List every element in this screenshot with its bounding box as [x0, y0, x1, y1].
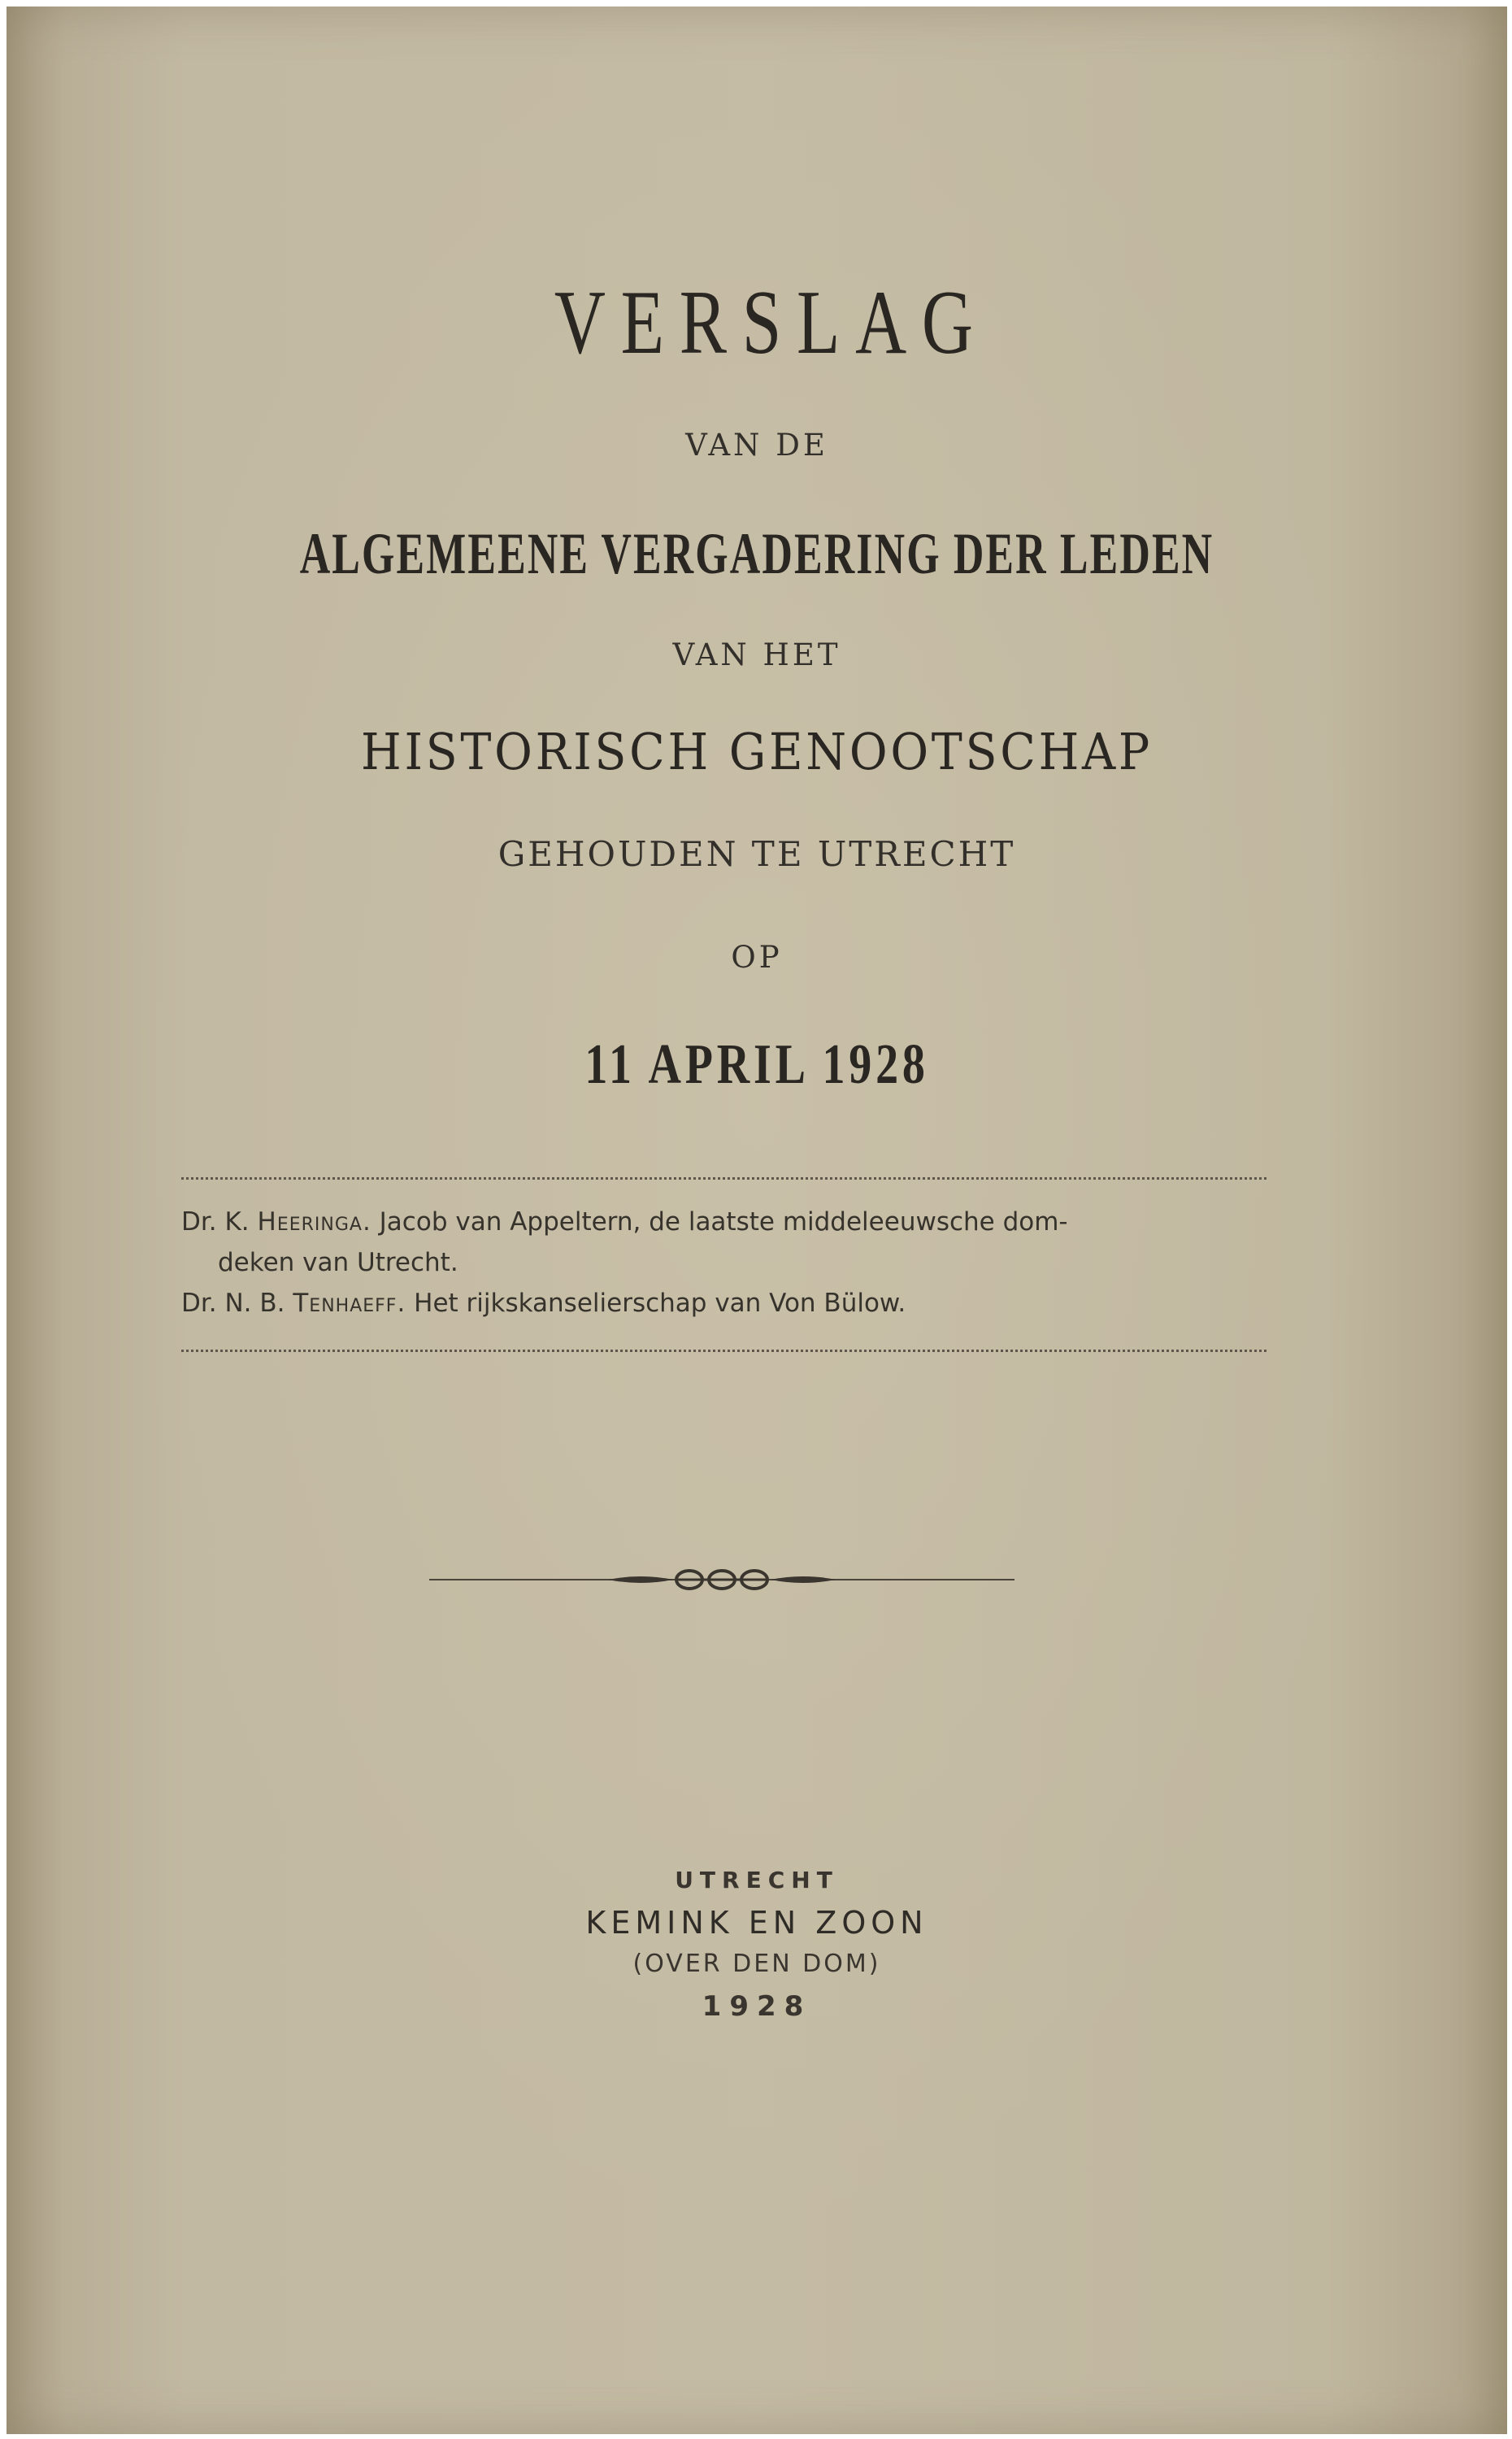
cover-subtitle: ALGEMEENE VERGADERING DER LEDEN [299, 521, 1214, 586]
cover-society-name: HISTORISCH GENOOTSCHAP [361, 722, 1153, 781]
author-prefix: Dr. K. [181, 1207, 258, 1237]
cover-held-at: GEHOUDEN TE UTRECHT [497, 834, 1016, 874]
cover-line-van-de: VAN DE [685, 428, 828, 463]
imprint-city: UTRECHT [675, 1867, 839, 1893]
author-name: Heeringa. [257, 1207, 371, 1237]
author-name: Tenhaeff. [293, 1289, 406, 1318]
contents-bottom-divider [181, 1350, 1267, 1352]
contents-entry [181, 1283, 1271, 1324]
article-title: Het rijkskanselierschap van Von Bülow. [406, 1289, 906, 1318]
imprint-publisher: KEMINK EN ZOON [585, 1905, 928, 1941]
cover-date: 11 APRIL 1928 [584, 1033, 929, 1096]
article-title-continuation: deken van Utrecht. [218, 1248, 458, 1277]
article-title: Jacob van Appeltern, de laatste middeleeuwsche dom- [371, 1207, 1068, 1237]
contents-top-divider [181, 1177, 1267, 1180]
author-prefix: Dr. N. B. [181, 1289, 293, 1318]
book-cover [7, 7, 1507, 2434]
cover-line-op: OP [731, 940, 783, 975]
cover-title: VERSLAG [554, 272, 988, 373]
imprint-year: 1928 [702, 1990, 812, 2023]
contents-entry [181, 1202, 1271, 1283]
imprint-address: (OVER DEN DOM) [632, 1950, 881, 1978]
ornament-divider [429, 1559, 1015, 1600]
cover-line-van-het: VAN HET [672, 637, 841, 672]
contents-list [181, 1202, 1271, 1324]
